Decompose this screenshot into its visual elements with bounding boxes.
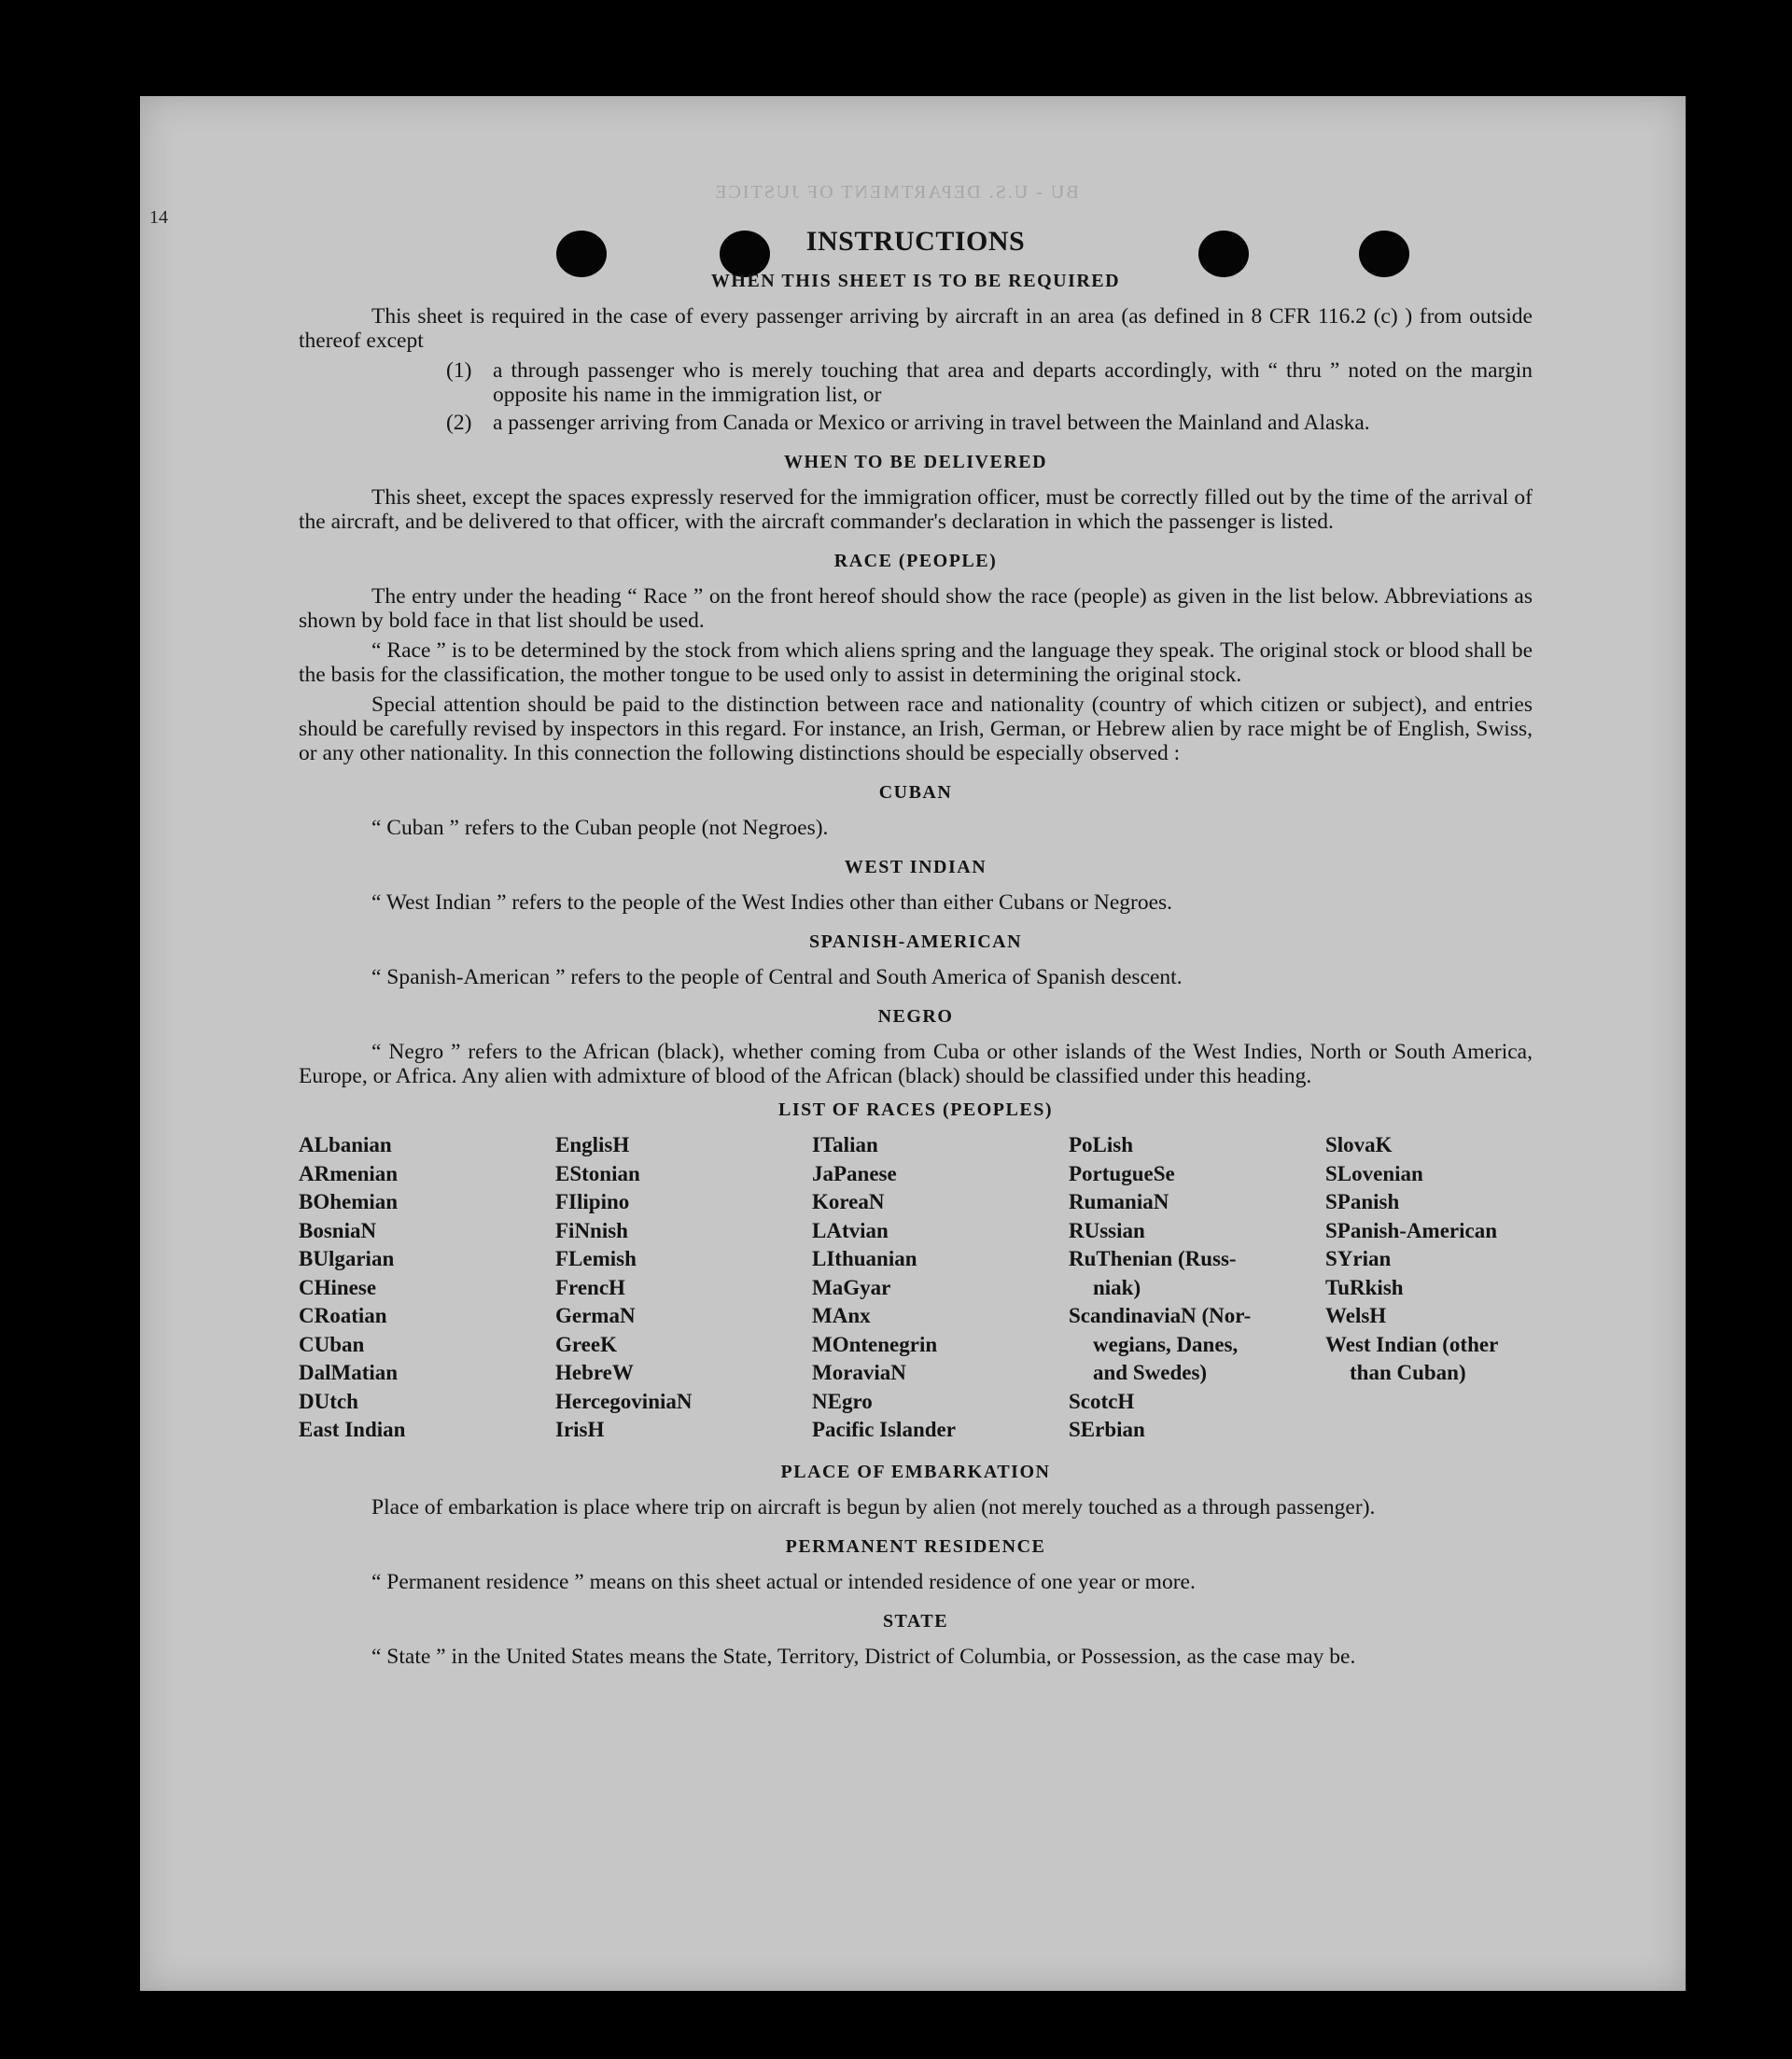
race-entry: MAnx bbox=[812, 1304, 871, 1327]
race-entry: West Indian (other bbox=[1325, 1332, 1499, 1356]
heading-spanish-american: SPANISH-AMERICAN bbox=[808, 931, 1023, 952]
race-entry: KoreaN bbox=[812, 1190, 885, 1213]
races-column bbox=[555, 1131, 812, 1445]
race-entry: BosniaN bbox=[299, 1218, 377, 1242]
race-entry: CHinese bbox=[299, 1275, 377, 1299]
heading-list-of-races: LIST OF RACES (PEOPLES) bbox=[777, 1100, 1053, 1120]
race-entry: SlovaK bbox=[1325, 1133, 1393, 1156]
heading-embarkation: PLACE OF EMBARKATION bbox=[780, 1461, 1051, 1482]
races-column bbox=[1069, 1131, 1325, 1445]
race-paragraph-1: The entry under the heading “ Race ” on the front hereof should show the race (people) as given in the list below. Abbreviations as shown by bold face in that list should be used. bbox=[299, 584, 1533, 633]
bleed-through-text: BU - U.S. DEPARTMENT OF JUSTICE bbox=[713, 182, 1079, 203]
race-entry: MOntenegrin bbox=[812, 1332, 938, 1356]
races-list bbox=[299, 1131, 1533, 1445]
negro-text: “ Negro ” refers to the African (black), whether coming from Cuba or other islands of the West Indies, North or South America, Europe, or Africa. Any alien with admixture of blood of the African (black) should be classified under this heading. bbox=[299, 1040, 1533, 1088]
race-entry: and Swedes) bbox=[1093, 1361, 1208, 1384]
race-entry: GreeK bbox=[555, 1332, 617, 1356]
instructions-content bbox=[299, 224, 1533, 1674]
page-title: INSTRUCTIONS bbox=[805, 226, 1026, 257]
race-entry: GermaN bbox=[555, 1304, 636, 1327]
race-entry: Pacific Islander bbox=[812, 1418, 956, 1441]
race-entry: HercegoviniaN bbox=[555, 1389, 693, 1413]
heading-residence: PERMANENT RESIDENCE bbox=[785, 1535, 1046, 1557]
race-entry: SPanish bbox=[1325, 1190, 1400, 1213]
races-column bbox=[299, 1131, 555, 1445]
spanish-american-text: “ Spanish-American ” refers to the people of Central and South America of Spanish descent. bbox=[371, 965, 1183, 989]
race-entry: SLovenian bbox=[1325, 1161, 1423, 1185]
race-entry: TuRkish bbox=[1325, 1275, 1404, 1299]
race-entry: wegians, Danes, bbox=[1093, 1332, 1239, 1356]
race-entry: SErbian bbox=[1069, 1418, 1145, 1441]
race-entry: CRoatian bbox=[299, 1304, 387, 1327]
list-item bbox=[299, 358, 1533, 407]
race-entry: SYrian bbox=[1325, 1247, 1392, 1270]
race-entry: SPanish-American bbox=[1325, 1218, 1497, 1242]
race-paragraph-3: Special attention should be paid to the distinction between race and nationality (country of which citizen or subject), and entries should be carefully revised by inspectors in this regard. For instance, an Irish, German, or Hebrew alien by race might be of English, Swiss, or any other nationality. In this connection the following distinctions should be especially observed : bbox=[299, 693, 1533, 765]
heading-west-indian: WEST INDIAN bbox=[844, 857, 987, 877]
race-entry: MoraviaN bbox=[812, 1361, 906, 1384]
race-entry: ScandinaviaN (Nor- bbox=[1069, 1304, 1252, 1327]
race-entry: WelsH bbox=[1325, 1304, 1387, 1327]
race-entry: MaGyar bbox=[812, 1275, 891, 1299]
race-entry: ALbanian bbox=[299, 1133, 392, 1156]
race-entry: JaPanese bbox=[812, 1161, 897, 1185]
race-entry: FiNnish bbox=[555, 1218, 628, 1242]
item-text: a through passenger who is merely touching that area and departs accordingly, with “ thru ” noted on the margin opposite his name in the immigration list, or bbox=[493, 358, 1533, 407]
race-entry: RUssian bbox=[1069, 1218, 1145, 1242]
race-entry: BOhemian bbox=[299, 1190, 399, 1213]
item-text: a passenger arriving from Canada or Mexico or arriving in travel between the Mainland and Alaska. bbox=[493, 411, 1370, 435]
heading-cuban: CUBAN bbox=[878, 782, 953, 803]
embarkation-text: Place of embarkation is place where trip on aircraft is begun by alien (not merely touched as a through passenger). bbox=[371, 1494, 1376, 1520]
races-column bbox=[812, 1131, 1069, 1445]
required-intro: This sheet is required in the case of every passenger arriving by aircraft in an area (as defined in 8 CFR 116.2 (c) ) from outside thereof except bbox=[299, 304, 1533, 353]
race-entry: CUban bbox=[299, 1332, 365, 1356]
cuban-text: “ Cuban ” refers to the Cuban people (not Negroes). bbox=[371, 816, 829, 840]
heading-race: RACE (PEOPLE) bbox=[833, 551, 998, 571]
race-entry: FIlipino bbox=[555, 1190, 630, 1213]
heading-negro: NEGRO bbox=[877, 1006, 954, 1027]
race-entry: niak) bbox=[1093, 1275, 1141, 1299]
race-entry: EnglisH bbox=[555, 1133, 630, 1156]
delivered-text: This sheet, except the spaces expressly reserved for the immigration officer, must be correctly filled out by the time of the arrival of the aircraft, and be delivered to that officer, with the aircraft commander's declaration in which the passenger is listed. bbox=[299, 485, 1533, 534]
race-entry: DalMatian bbox=[299, 1361, 399, 1384]
west-indian-text: “ West Indian ” refers to the people of the West Indies other than either Cubans or Negroes. bbox=[371, 890, 1173, 915]
list-item bbox=[299, 411, 1533, 435]
corner-mark: 14 bbox=[149, 207, 168, 228]
race-entry: PortugueSe bbox=[1069, 1161, 1175, 1185]
race-entry: BUlgarian bbox=[299, 1247, 395, 1270]
item-number: (2) bbox=[446, 411, 472, 435]
race-entry: ITalian bbox=[812, 1133, 878, 1156]
race-entry: NEgro bbox=[812, 1389, 873, 1413]
heading-required: WHEN THIS SHEET IS TO BE REQUIRED bbox=[710, 271, 1121, 291]
race-entry: DUtch bbox=[299, 1389, 358, 1413]
race-entry: RuThenian (Russ- bbox=[1069, 1247, 1237, 1270]
item-number: (1) bbox=[446, 358, 472, 383]
race-entry: RumaniaN bbox=[1069, 1190, 1169, 1213]
race-entry: ScotcH bbox=[1069, 1389, 1135, 1413]
heading-delivered: WHEN TO BE DELIVERED bbox=[783, 452, 1048, 472]
race-entry: ARmenian bbox=[299, 1161, 399, 1185]
race-entry: LAtvian bbox=[812, 1218, 889, 1242]
state-text: “ State ” in the United States means the State, Territory, District of Columbia, or Possession, as the case may be. bbox=[371, 1644, 1356, 1669]
residence-text: “ Permanent residence ” means on this sheet actual or intended residence of one year or more. bbox=[371, 1569, 1196, 1594]
race-entry: IrisH bbox=[555, 1418, 605, 1441]
race-entry: than Cuban) bbox=[1350, 1361, 1466, 1384]
race-entry: East Indian bbox=[299, 1418, 406, 1441]
race-entry: FLemish bbox=[555, 1247, 637, 1270]
races-column bbox=[1325, 1131, 1533, 1445]
race-entry: FrencH bbox=[555, 1275, 625, 1299]
heading-state: STATE bbox=[882, 1610, 949, 1632]
race-paragraph-2: “ Race ” is to be determined by the stock from which aliens spring and the language they speak. The original stock or blood shall be the basis for the classification, the mother tongue to be used only to assist in determining the original stock. bbox=[299, 638, 1533, 687]
race-entry: EStonian bbox=[555, 1161, 640, 1185]
race-entry: HebreW bbox=[555, 1361, 634, 1384]
race-entry: PoLish bbox=[1069, 1133, 1134, 1156]
race-entry: LIthuanian bbox=[812, 1247, 917, 1270]
